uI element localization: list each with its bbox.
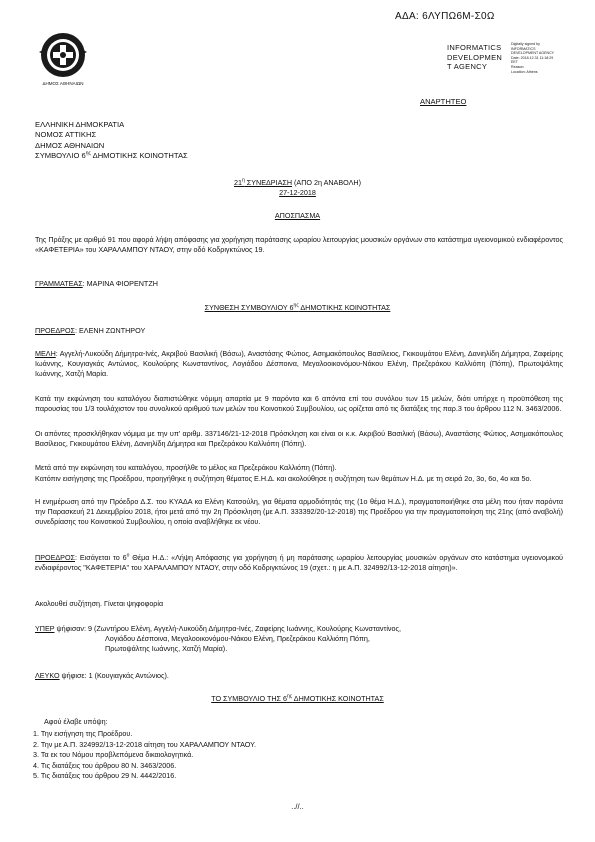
composition-title: ΣΥΝΘΕΣΗ ΣΥΜΒΟΥΛΙΟΥ $6^{\eta\varsigma}$ ΔΗΜΟΤΙΚΗΣ ΚΟΙΝΟΤΗΤΑΣ — [204, 302, 391, 312]
order-paragraph: Κατόπιν εισήγησης της Προέδρου, προηγήθηκε η συζήτηση θέματος Ε.Η.Δ. και ακολούθησε η συζήτηση των θεμάτων Η.Δ. με τη σειρά 2ο, 3ο, 6ο, 4ο και 5ο. — [35, 474, 532, 483]
logo-caption: ΔΗΜΟΣ ΑΘΗΝΑΙΩΝ — [42, 81, 84, 86]
considering-label: Αφού έλαβε υπόψη: — [44, 717, 108, 726]
members-paragraph: ΜΕΛΗ: Αγγελή-Λυκούδη Δήμητρα-Ινές, Ακριβού Βασιλική (Βάσω), Αναστάσης Φώτιος, Ασημακόπουλος Βασίλειος, Γκικουμάτου Ελένη, Δανιηλίδη Δήμητρα, Ζαφείρης Ιωάννης, Κουγιαγκάς Αντώνιος, Κουλούρης Κωνσταντίνος, Λογιάδου Δέσποινα, Μεγαλοοικονόμου-Νάκου Ελένη, Πρεζεράκου Καλλιόπη (Πόπη), Πρωτοψάλτης Ιωάννης, Χατζή Μαρία. — [35, 349, 563, 379]
president-line: ΠΡΟΕΔΡΟΣ: ΕΛΕΝΗ ΖΩΝΤΗΡΟΥ — [35, 326, 146, 335]
list-item: 2. Την με Α.Π. 324992/13-12-2018 αίτηση του ΧΑΡΑΛΑΜΠΟΥ ΝΤΑΟΥ. — [33, 739, 257, 749]
list-item: 3. Τα εκ του Νόμου προβλεπόμενα δικαιολογητικά. — [33, 750, 194, 760]
considerations-list — [33, 729, 256, 782]
absentees-paragraph: Οι απόντες προσκλήθηκαν νόμιμα με την υπ' αριθμ. 337146/21-12-2018 Πρόσκληση και είναι οι κ.κ. Ακριβού Βασιλική (Βάσω), Αναστάσης Φώτιος, Ασημακόπουλος Βασίλειος, Γκικουμάτου Ελένη, Δανιηλίδη Δήμητρα και Πρεζεράκου Καλλιόπη (Πόπη). — [35, 429, 563, 449]
discussion-line: Ακολουθεί συζήτηση. Γίνεται ψηφοφορία — [35, 599, 164, 608]
arrival-paragraph: Μετά από την εκφώνηση του καταλόγου, προσήλθε το μέλος κα Πρεζεράκου Καλλιόπη (Πόπη). — [35, 463, 337, 472]
session-date: 27-12-2018 — [279, 188, 316, 197]
page-continuation: ..//.. — [291, 802, 304, 811]
quorum-paragraph: Κατά την εκφώνηση του καταλόγου διαπιστώθηκε νόμιμη απαρτία με 9 παρόντα και 6 απόντα επί του συνόλου των 15 μελών, διότι υπήρχε η προϋπόθεση της παρουσίας του 1/3 τουλάχιστον του συνολικού αριθμού των μελών του Κοινοτικού Συμβουλίου, ως ορίζεται από τις διατάξεις της παρ.3 του άρθρου 112 Ν. 3463/2006. — [35, 394, 563, 414]
intro-paragraph: Της Πράξης με αριθμό 91 που αφορά λήψη απόφασης για χορήγηση παράτασης ωραρίου λειτουργίας μουσικών οργάνων στο κατάστημα υγειονομικού ενδιαφέροντος «ΚΑΦΕΤΕΡΙΑ» του ΧΑΡΑΛΑΜΠΟΥ ΝΤΑΟΥ, στην οδό Κοδριγκτώνος 19. — [35, 235, 563, 255]
excerpt-title: ΑΠΟΣΠΑΣΜΑ — [274, 211, 321, 220]
digital-signature: Digitally signed by INFORMATICS DEVELOPMENT AGENCY Date: 2018.12.31 11:18:29 EET Reason: Location: Athens — [511, 42, 555, 74]
votes-for: ΥΠΕΡ ψήφισαν: 9 (Ζωντήρου Ελένη, Αγγελή-Λυκούδη Δήμητρα-Ινές, Ζαφείρης Ιωάννης, Κουλούρης Κωνσταντίνος, Λογιάδου Δέσποινα, Μεγαλοοικονόμου-Νάκου Ελένη, Πρεζεράκου Καλλιόπη Πόπη, Πρωτοψάλτης Ιωάννης, Χατζή Μαρία). — [35, 624, 401, 654]
posting-label: ΑΝΑΡΤΗΤΕΟ — [420, 97, 467, 106]
city-of-athens-logo — [38, 30, 88, 88]
ada-code: ΑΔΑ: 6ΛΥΠΩ6Μ-Σ0Ω — [395, 11, 495, 22]
list-item: 4. Τις διατάξεις του άρθρου 80 Ν. 3463/2006. — [33, 760, 177, 770]
secretary-line: ΓΡΑΜΜΑΤΕΑΣ: ΜΑΡΙΝΑ ΦΙΟΡΕΝΤΖΗ — [35, 279, 158, 288]
council-decision-title: ΤΟ ΣΥΜΒΟΥΛΙΟ ΤΗΣ $6^{\eta\varsigma}$ ΔΗΜΟΤΙΚΗΣ ΚΟΙΝΟΤΗΤΑΣ — [211, 693, 384, 703]
agency-name: INFORMATICS DEVELOPMEN T AGENCY — [447, 43, 503, 72]
votes-blank: ΛΕΥΚΟ ψήφισε: 1 (Κουγιαγκάς Αντώνιος). — [35, 671, 169, 680]
session-title: $21^\eta$ ΣΥΝΕΔΡΙΑΣΗ (ΑΠΟ 2η ΑΝΑΒΟΛΗ) — [233, 177, 361, 187]
issuer-header: ΕΛΛΗΝΙΚΗ ΔΗΜΟΚΡΑΤΙΑ ΝΟΜΟΣ ΑΤΤΙΚΗΣ ΔΗΜΟΣ ΑΘΗΝΑΙΩΝ ΣΥΜΒΟΥΛΙΟ $6^{\eta\varsigma}$ ΔΗΜΟΤΙΚΗΣ ΚΟΙΝΟΤΗΤΑΣ — [35, 120, 188, 161]
subject-paragraph: ΠΡΟΕΔΡΟΣ: Εισάγεται το $6^o$ Θέμα Η.Δ.: «Λήψη Απόφασης για χορήγηση ή μη παράτασης ωραρίου λειτουργίας μουσικών οργάνων στο κατάστημα υγειονομικού ενδιαφέροντος "ΚΑΦΕΤΕΡΙΑ" του ΧΑΡΑΛΑΜΠΟΥ ΝΤΑΟΥ, στην οδό Κοδριγκτώνος 19 (σχετ.: η με Α.Π. 324992/13-12-2018 αίτηση)». — [35, 552, 563, 573]
list-item: 5. Τις διατάξεις του άρθρου 29 Ν. 4442/2016. — [33, 771, 177, 781]
briefing-paragraph: Η ενημέρωση από την Πρόεδρο Δ.Σ. του ΚΥΑΔΑ κα Ελένη Κατσούλη, για θέματα αρμοδιότητάς της (1ο θέμα Η.Δ.), πραγματοποιήθηκε στα μέλη που ήταν παρόντα την Παρασκευή 21 Δεκεμβρίου 2018, ήτοι μετά από την 2η Πρόσκληση (με Α.Π. 333392/20-12-2018) της Προέδρου για την πραγματοποίηση της 21ης (από αναβολή) συνεδρίασης του Κοινοτικού Συμβουλίου, η οποία αναβλήθηκε εκ νέου. — [35, 497, 563, 527]
list-item: 1. Την εισήγηση της Προέδρου. — [33, 729, 133, 738]
